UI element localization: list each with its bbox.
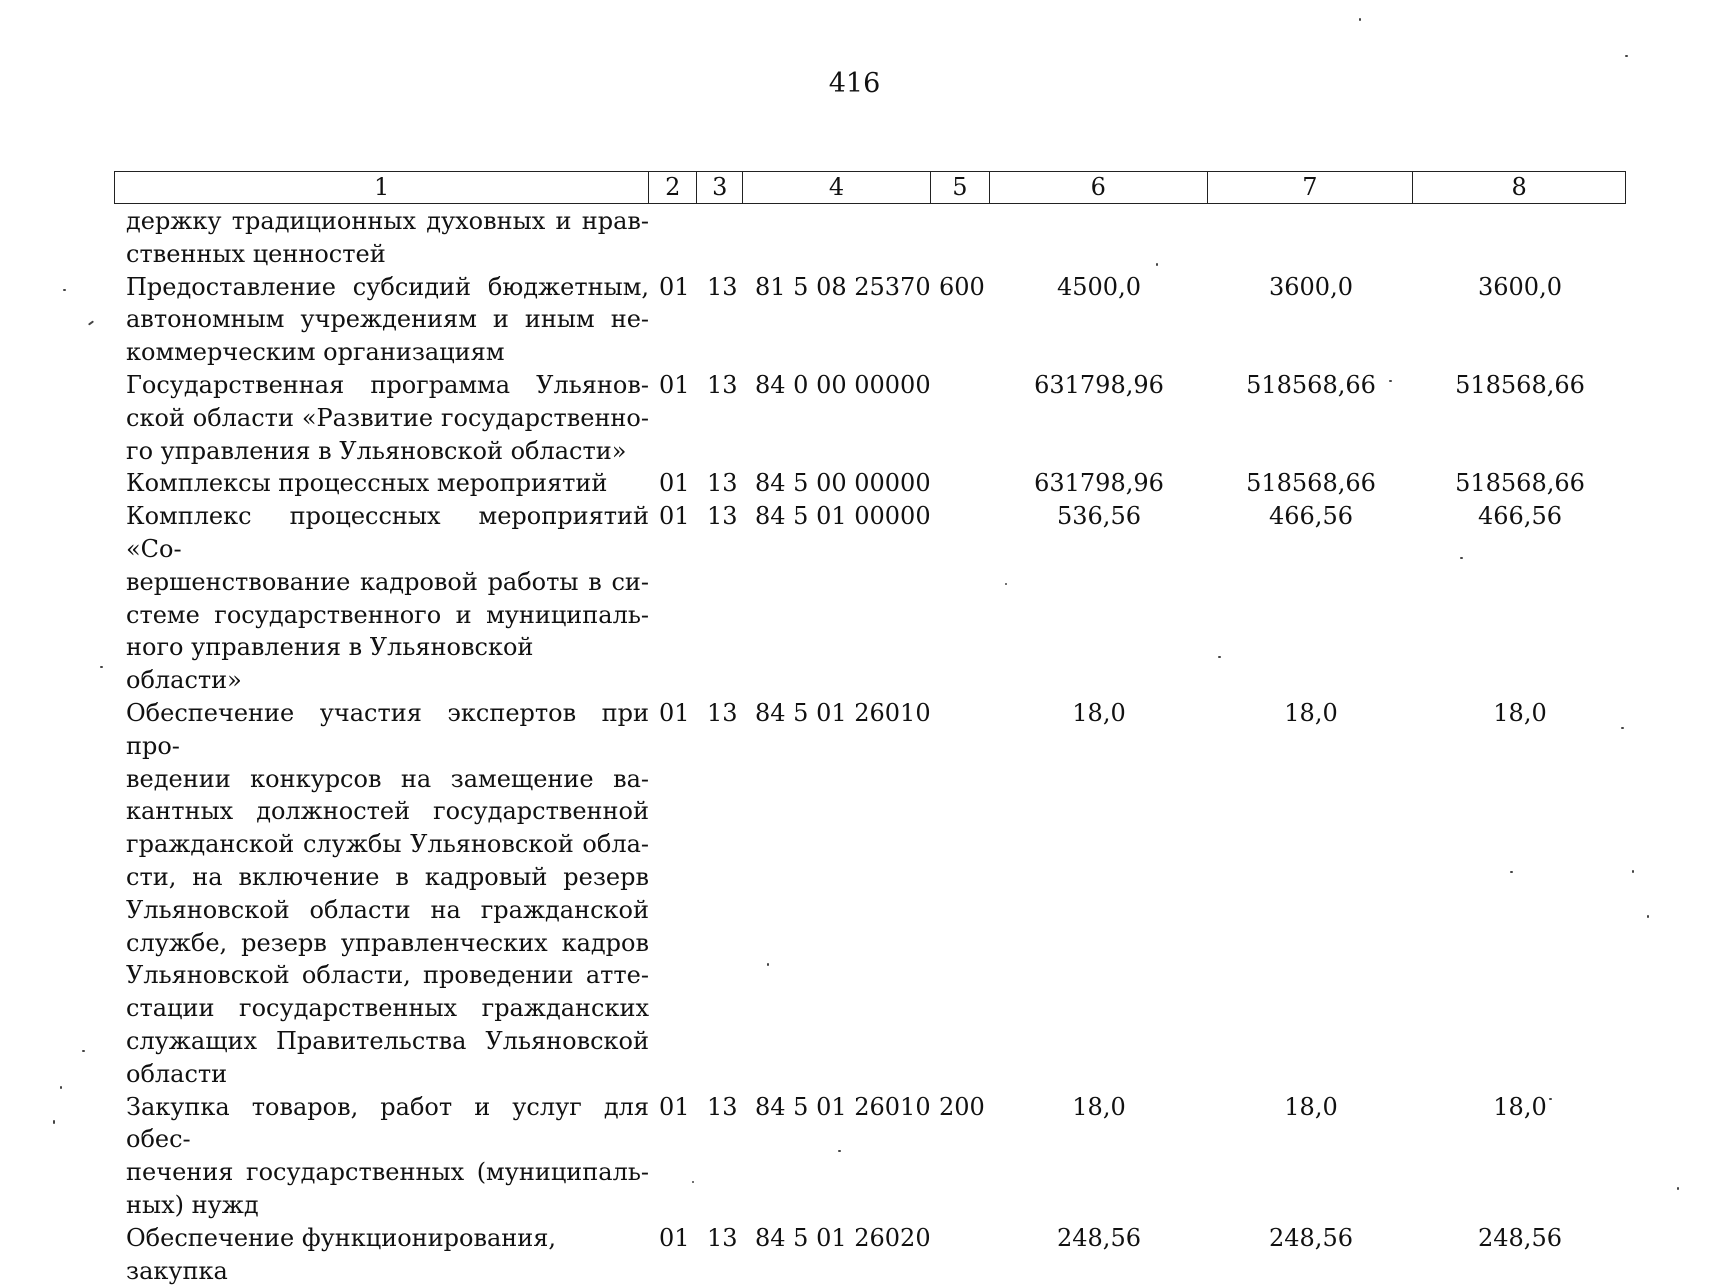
table-row bbox=[114, 271, 1626, 369]
row-name-line: ственных ценностей bbox=[126, 239, 386, 268]
cell-c8: 3600,0 bbox=[1478, 272, 1562, 301]
cell-c6: 18,0 bbox=[1072, 1092, 1126, 1121]
row-name bbox=[114, 271, 649, 369]
cell-c3: 13 bbox=[707, 1092, 738, 1121]
row-name bbox=[114, 369, 649, 467]
cell-c8: 466,56 bbox=[1478, 502, 1562, 531]
row-name-line: го управления в Ульяновской области» bbox=[126, 436, 627, 465]
cell-c2: 01 bbox=[659, 502, 690, 531]
row-name-line: Предоставление субсидий бюджетным, bbox=[126, 272, 649, 301]
table-row bbox=[114, 697, 1626, 1091]
cell-c4: 84 5 01 26020 bbox=[755, 1223, 931, 1252]
row-name-line: Комплекс процессных мероприятий «Со- bbox=[126, 502, 649, 563]
header-col-3: 3 bbox=[697, 172, 743, 203]
row-name bbox=[114, 1222, 649, 1287]
cell-c2: 01 bbox=[659, 1223, 690, 1252]
cell-c3: 13 bbox=[707, 469, 738, 498]
row-name-line: служащих Правительства Ульяновской bbox=[126, 1026, 649, 1055]
cell-c7: 518568,66 bbox=[1246, 469, 1376, 498]
row-name-line: коммерческим организациям bbox=[126, 338, 505, 367]
cell-c8: 18,0 bbox=[1493, 698, 1547, 727]
row-name-line: держку традиционных духовных и нрав- bbox=[126, 207, 649, 235]
row-name-line: Ульяновской области, проведении атте- bbox=[126, 961, 649, 990]
cell-c2: 01 bbox=[659, 469, 690, 498]
row-name-line: Ульяновской области на гражданской bbox=[126, 895, 649, 924]
cell-c7: 466,56 bbox=[1269, 502, 1353, 531]
cell-c7: 248,56 bbox=[1269, 1223, 1353, 1252]
row-name-line: области bbox=[126, 1059, 228, 1088]
cell-c6: 4500,0 bbox=[1057, 272, 1141, 301]
row-name-line: Обеспечение функционирования, закупка bbox=[126, 1223, 557, 1285]
table-row bbox=[114, 369, 1626, 467]
cell-c3: 13 bbox=[707, 502, 738, 531]
cell-c2: 01 bbox=[659, 1092, 690, 1121]
header-col-7: 7 bbox=[1208, 172, 1414, 203]
row-name-line: гражданской службы Ульяновской обла- bbox=[126, 830, 649, 859]
header-col-4: 4 bbox=[743, 172, 931, 203]
row-name bbox=[114, 467, 649, 500]
budget-table bbox=[114, 171, 1626, 1287]
cell-c4: 84 5 01 26010 bbox=[755, 698, 931, 727]
header-col-8: 8 bbox=[1511, 173, 1527, 201]
row-name bbox=[114, 205, 649, 271]
cell-c3: 13 bbox=[707, 370, 738, 399]
row-name-line: Обеспечение участия экспертов при про- bbox=[126, 698, 649, 760]
row-name-line: службе, резерв управленческих кадров bbox=[126, 928, 649, 957]
row-name bbox=[114, 1091, 649, 1222]
cell-c7: 18,0 bbox=[1284, 698, 1338, 727]
row-name-line: вершенствование кадровой работы в си- bbox=[126, 567, 649, 596]
row-name-line: Закупка товаров, работ и услуг для обес- bbox=[126, 1092, 649, 1154]
cell-c6: 18,0 bbox=[1072, 698, 1126, 727]
row-name-line: Комплексы процессных мероприятий bbox=[126, 469, 608, 498]
cell-c2: 01 bbox=[659, 698, 690, 727]
cell-c8: 518568,66 bbox=[1455, 469, 1585, 498]
cell-c7: 18,0 bbox=[1284, 1092, 1338, 1121]
row-name-line: сти, на включение в кадровый резерв bbox=[126, 862, 649, 891]
cell-c4: 84 5 01 26010 bbox=[755, 1092, 931, 1121]
row-name bbox=[114, 500, 649, 697]
row-name-line: печения государственных (муниципаль- bbox=[126, 1158, 649, 1187]
cell-c2: 01 bbox=[659, 370, 690, 399]
cell-c4: 81 5 08 25370 bbox=[755, 272, 931, 301]
cell-c8: 248,56 bbox=[1478, 1223, 1562, 1252]
cell-c8: 518568,66 bbox=[1455, 370, 1585, 399]
cell-c7: 3600,0 bbox=[1269, 272, 1353, 301]
header-col-6: 6 bbox=[990, 172, 1208, 203]
cell-c7: 518568,66 bbox=[1246, 370, 1376, 399]
row-name-line: стеме государственного и муниципаль- bbox=[126, 600, 649, 629]
cell-c3: 13 bbox=[707, 698, 738, 727]
cell-c6: 536,56 bbox=[1057, 502, 1141, 531]
row-name-line: ской области «Развитие государственно- bbox=[126, 403, 649, 432]
header-col-5: 5 bbox=[931, 172, 990, 203]
cell-c3: 13 bbox=[707, 1223, 738, 1252]
table-row bbox=[114, 1091, 1626, 1222]
cell-c6: 631798,96 bbox=[1034, 469, 1164, 498]
page-number: 416 bbox=[828, 68, 881, 99]
row-name-line: ного управления в Ульяновской области» bbox=[126, 633, 534, 695]
table-header-row bbox=[114, 171, 1626, 204]
row-name-line: стации государственных гражданских bbox=[126, 994, 649, 1023]
row-name-line: ведении конкурсов на замещение ва- bbox=[126, 764, 649, 793]
cell-c2: 01 bbox=[659, 272, 690, 301]
cell-c5: 600 bbox=[939, 272, 985, 301]
header-col-1: 1 bbox=[115, 172, 649, 203]
table-row bbox=[114, 500, 1626, 697]
row-name bbox=[114, 697, 649, 1091]
cell-c4: 84 0 00 00000 bbox=[755, 370, 931, 399]
cell-c3: 13 bbox=[707, 272, 738, 301]
row-name-line: кантных должностей государственной bbox=[126, 797, 649, 826]
header-col-2: 2 bbox=[649, 172, 697, 203]
cell-c4: 84 5 00 00000 bbox=[755, 469, 931, 498]
cell-c8: 18,0 bbox=[1493, 1092, 1547, 1121]
table-body bbox=[114, 205, 1626, 1287]
cell-c6: 631798,96 bbox=[1034, 370, 1164, 399]
row-name-line: ных) нужд bbox=[126, 1190, 259, 1219]
table-row bbox=[114, 205, 1626, 271]
cell-c4: 84 5 01 00000 bbox=[755, 502, 931, 531]
table-row bbox=[114, 1222, 1626, 1287]
table-row bbox=[114, 467, 1626, 500]
cell-c6: 248,56 bbox=[1057, 1223, 1141, 1252]
row-name-line: Государственная программа Ульянов- bbox=[126, 370, 649, 399]
row-name-line: автономным учреждениям и иным не- bbox=[126, 305, 649, 334]
cell-c5: 200 bbox=[939, 1092, 985, 1121]
